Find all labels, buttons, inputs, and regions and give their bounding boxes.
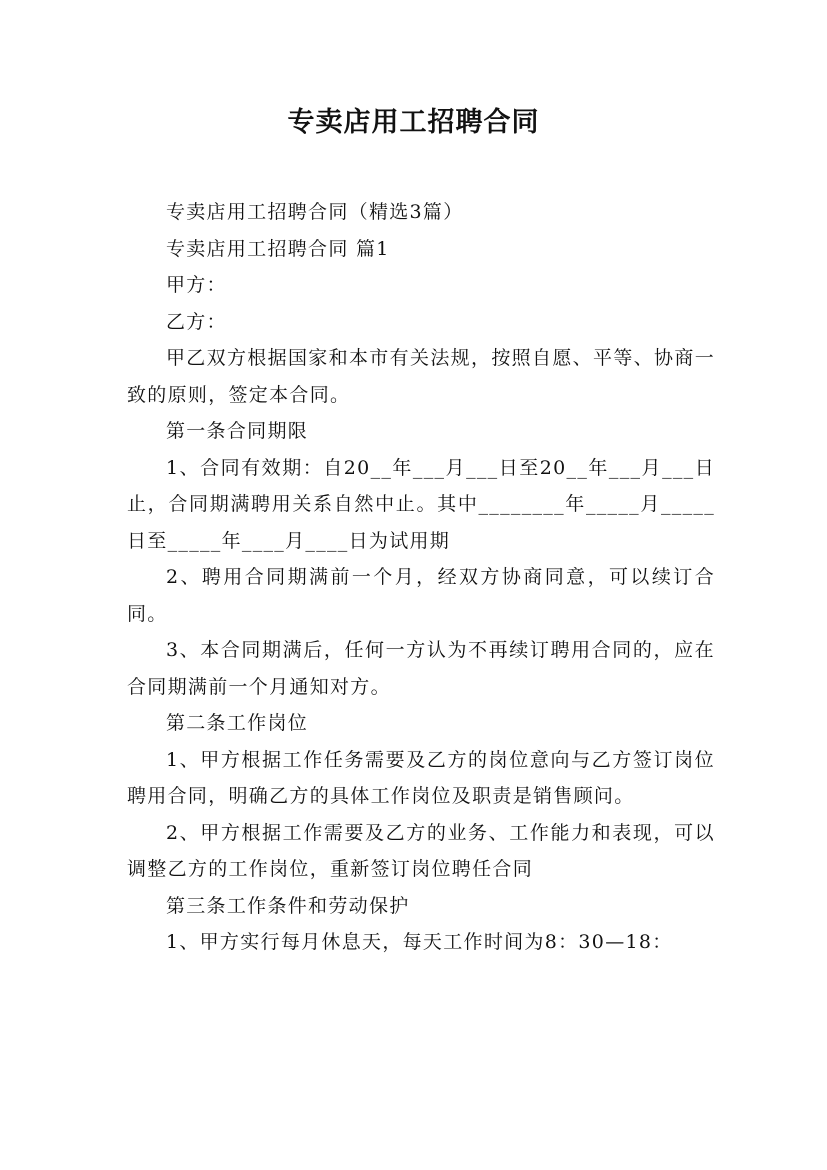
clause-1-2: 2、聘用合同期满前一个月，经双方协商同意，可以续订合同。 [127,566,715,625]
article-heading-1: 第一条合同期限 [165,420,309,442]
paragraph-section-title: 专卖店用工招聘合同 篇1 [165,237,390,260]
paragraph-subtitle: 专卖店用工招聘合同（精选3篇） [165,201,464,223]
paragraph-party-a: 甲方： [165,274,227,296]
article-heading-2: 第二条工作岗位 [165,712,309,734]
clause-2-2: 2、甲方根据工作需要及乙方的业务、工作能力和表现，可以调整乙方的工作岗位，重新签订岗位聘任合同 [127,821,715,880]
clause-2-1: 1、甲方根据工作任务需要及乙方的岗位意向与乙方签订岗位聘用合同，明确乙方的具体工作岗位及职责是销售顾问。 [127,748,715,807]
paragraph-party-b: 乙方： [165,310,227,333]
clause-1-3: 3、本合同期满后，任何一方认为不再续订聘用合同的，应在合同期满前一个月通知对方。 [127,639,715,698]
article-heading-3: 第三条工作条件和劳动保护 [165,894,410,917]
clause-1-1: 1、合同有效期：自20__年___月___日至20__年___月___日止，合同期满聘用关系自然中止。其中________年_____月_____日至_____年____月____日为试用期 [127,456,715,552]
paragraph-preamble: 甲乙双方根据国家和本市有关法规，按照自愿、平等、协商一致的原则，签定本合同。 [127,347,715,406]
document-title: 专卖店用工招聘合同 [287,107,540,138]
clause-3-1: 1、甲方实行每月休息天，每天工作时间为8：30—18： [165,931,673,953]
document-body [127,194,715,961]
